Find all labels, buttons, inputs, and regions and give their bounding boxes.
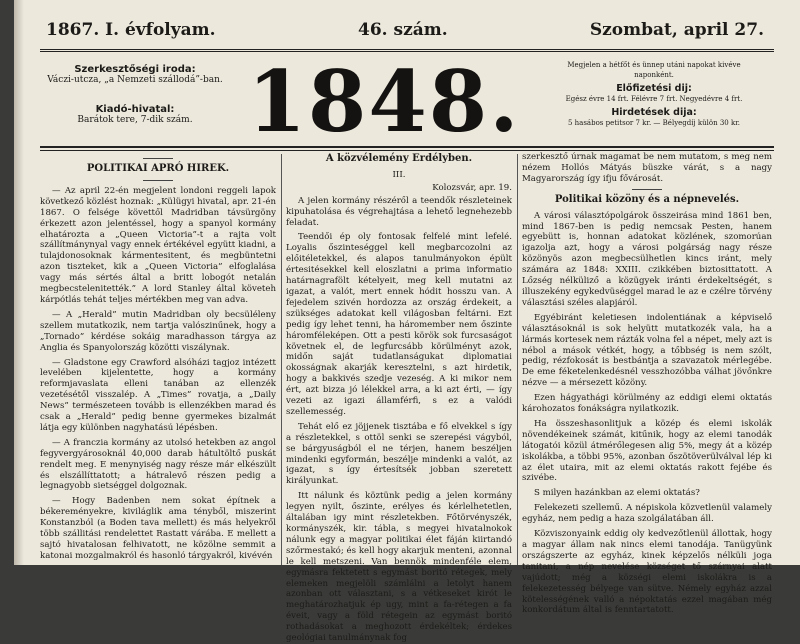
article-dateline: Kolozsvár, apr. 19. (432, 182, 512, 193)
column-divider-1 (281, 154, 282, 565)
article-title-public-education: Politikai közöny és a népnevelés. (554, 193, 740, 205)
article-paragraph-continued: szerkesztő úrnak magamat be nem mutatom, s meg nem nézem Hollós Mátyás büszke várát, s a nagy Magyarország így ifju fővárosát. (522, 152, 772, 184)
article-paragraph: — A „Herald” mutin Madridban oly becsüléleny szellem mutatkozik, nem tartja valószinűnek, hogy a „Tornado” kérdése sokáig maradhasson tárgya az Anglia és Spanyolország közötti viszálynak. (40, 309, 276, 353)
masthead-rule-thin (40, 150, 774, 151)
publication-note: Megjelen a hétfőt és ünnep utáni napokat kivéve naponként. (567, 61, 741, 79)
article-paragraph: Tehát elő ez jöjjenek tisztába e fő elvekkel s így a részletekkel, s ottöl senki se szerepési vágyból, se bárgyuságból el ne térjen, hanem beszéljen mindenki egyformán, beszélje mindenki a valót, az igazat, s így értesítsék jobban szeretett királyunkat. (286, 421, 512, 487)
article-paragraph: — A franczia kormány az utolsó hetekben az angol fegyvergyárosoknál 40,000 darab hátultöltő puskát rendelt meg. E menynyiség nagy része már elkészült és elszállíttatott; a hátralevő részen pedig a legnagyobb sietséggel dolgoznak. (40, 437, 276, 492)
year-volume: 1867. I. évfolyam. (46, 20, 216, 40)
column-public-opinion (286, 152, 512, 644)
publisher-heading: Kiadó-hivatal: (95, 104, 175, 115)
article-paragraph: Ezen hágyathági körülmény az eddigi elemi oktatás károhozatos fonákságra nyilatkozik. (522, 393, 772, 415)
article-title-public-opinion: A közvélemény Erdélyben. (325, 153, 473, 164)
publisher-address: Barátok tere, 7-dik szám. (77, 115, 193, 125)
article-paragraph: Közviszonyaink eddig oly kedvezőtlenül állottak, hogy a magyar állam nak nincs elemi tanodája. Tanügyünk országszerte az egyház, kinek képzelős nélküli joga tanitani, a nép nevelése községet tő szárnyai alatt vajúdott; még a községi elemi iskolákra is a felekezetesség bélyege van sütve. Némely egyház azzal kötelességének valló a népoktatás ezzel magában még konkordátum által is fenntartatott. (522, 529, 772, 616)
column-divider-2 (517, 154, 518, 565)
title-ornament (143, 158, 173, 159)
right-info-box (554, 60, 754, 128)
title-ornament (632, 189, 662, 190)
subscription-heading: Előfizetési dij: (616, 83, 692, 94)
article-paragraph: — Az april 22-én megjelent londoni reggeli lapok következő közlést hoznak: „Külügyi hivatal, apr. 21-én 1867. O felsége követtől Madridban távsürgöny érkezett azon jelentéssel, hogy a spanyol kormány elhatározta a „Queen Victoria”-t a rajta volt szállítmánynyal vagy ennek értékével együtt kiadni, a tulajdonosoknak kármentesitent, és megbüntetni azon tiszteket, kik a „Queen Victoria” elfoglalása vagy más sértés által a britt lobogót netalán megbecstelenitették.” A lord Stanley által követeh kárpótlás tehát teljes mértékben meg van adva. (40, 185, 276, 305)
article-paragraph: Felekezeti szellemű. A népiskola közvetlenül valamely egyház, nem pedig a haza szolgálatában áll. (522, 503, 772, 525)
ads-heading: Hirdetések dija: (611, 107, 697, 118)
column-public-education (522, 152, 772, 616)
newspaper-page (14, 0, 800, 644)
header-rule-top (40, 49, 774, 50)
editorial-heading: Szerkesztőségi iroda: (74, 64, 196, 75)
subscription-prices: Egész évre 14 frt. Félévre 7 frt. Negyedévre 4 frt. (565, 95, 743, 103)
left-info-box (40, 64, 230, 126)
column-political-news (40, 152, 276, 565)
article-paragraph: — Hogy Badenben nem sokat építnek a békereményekre, kiviláglik ama tényből, miszerint Konstanzból (a Boden tava mellett) és más helyekről több szállitási rendelettet Rastatt várába. E mellett a sajtó hivatalosan felhivatott, ne közölne semmit a katonai mozgalmakról és hasonló tárgyakról, kivévén (40, 496, 276, 561)
article-part-number: III. (392, 169, 406, 180)
issue-number: 46. szám. (358, 20, 448, 40)
article-paragraph: A városi választópolgárok összeirása mind 1861 ben, mind 1867-ben is pedig nemcsak Pesten, hanem egyebütt is, honnan adatokat közlének, szomorúan igazolja azt, hogy a városi polgárság nagy része közönyös azon megbecsülhetlen kincs iránt, mely számára az 1848: XXIII. czikkében biztosittatott. A Lőzség nélküliző a közügyek iránti érdekeltségét, s illuszekény egykedvüséggel marad le az e czélre törvény választási széles alapjáról. (522, 210, 772, 308)
article-paragraph: S milyen hazánkban az elemi oktatás? (534, 488, 700, 499)
title-ornament (143, 180, 173, 181)
article-paragraph: — Gladstone egy Crawford alsóházi tagjoz intézett levelében kijelentette, hogy a kormány reformjavaslata elleni tanában az ellenzék vezetésétől visszalép. A „Times” rovatja, a „Daily News” természeteen tovább is ellenzékben marad és csak a „Herald” pedig benne gyermekes bizalmát látja egy különben nagyhatású lépésben. (40, 357, 276, 433)
page-fold-shadow (14, 0, 24, 565)
article-paragraph: Itt nálunk és köztünk pedig a jelen kormány legyen nyilt, őszinte, erélyes és kérlelhetetlen, általában igy mint részletekben. Főtörvényszék, kormányszék, kir. tábla, s megyei hivatalnokok nálunk egy a magyar politikai élet fáján kiirtandó szőrmestakó; és kell hogy akarjuk menteni, azonnal le kell metszeni. Van bennök mindenféle elem, egymásra fektetett s egymást boritó rétegek, mely elemeken megjelöli számlálni a letolyt hanem azonban ott választani, s a vétkeseket kirót le meghatározhatjuk ép ugy, mint a fa-rétegen a fa éveit, vagy a föld rétegein az egymást boritó rothadásokat a meghozott érdekéltek; érdekes geológiai tanulmánynak fog (286, 491, 512, 644)
article-title-political-news: POLITIKAI APRÓ HIREK. (86, 163, 230, 174)
editorial-address: Váczi-utcza, „a Nemzeti szállodá”-ban. (47, 75, 223, 85)
article-paragraph: Teendői ép oly fontosak felfelé mint lefelé. Loyalis őszinteséggel kell megbarcozolni az előitéletekkel, és alapos tanulmányokon épült értesitésekkel kell eloszlatni a prima informatio határnagrafölt kételyeit, meg kell mutatni az igazat, a valót, mert ennek hódit hosszu van. A fejedelem szivén hordozza az ország érdekeit, a szükséges adatokat kell világosban feltárni. Ezt pedig így lehet tenni, ha háromember nem őszinte háromféleképen. Ott a pesti körök sok furcsaságot követnek el, de legfurcsább körülményt azok, midőn saját tudatlanságukat diplomatiai okosságnak akarják keresztelni, s azt hirdetik, hogy a bakkivés szedje vezeség. A ki mikor nem ért, azt bizza jó lélekkel arra, a ki azt érti, — így vezeti az igazi államférfi, s ez a valódi szellemesség. (286, 232, 512, 417)
article-paragraph: Egyébiránt keletiesen indolentiának a képviselő választásoknál is sok helyütt mutatkozék vala, ha a lármás kortesek nem rázták volna fel a népet, mely azt is nébol a mások vétkét, hogy, a tőbbség is nem szólt, pedig, rézfokosát is bestbántja a szavazatok mérlegébe. De eme féketelenkedésnél vesszhozóbba válhat jövőnkre nézve — a mérsezett közöny. (522, 312, 772, 389)
article-paragraph: Ha összeshasonlitjuk a közép és elemi iskolák növendékeinek számát, kitűnik, hogy az elemi tanodák látogatói közül átmérőlegesen alig 5%, megy át a közép iskolákba, a többi 95%, azonban őszötöverülválval lép ki az élet utaira, mit az elemi oktatás rakott fejébe és szivébe. (522, 418, 772, 484)
ads-prices: 5 hasábos petitsor 7 kr. — Bélyegdíj külön 30 kr. (567, 119, 740, 127)
issue-date: Szombat, april 27. (589, 20, 764, 40)
header-row (40, 20, 774, 46)
masthead-rule (40, 146, 774, 148)
article-paragraph: A jelen kormány részéről a teendők részleteinek kipuhatolása és végrehajtása a lehető legnehezebb feladat. (286, 195, 512, 228)
masthead-title: 1848. (247, 52, 521, 151)
